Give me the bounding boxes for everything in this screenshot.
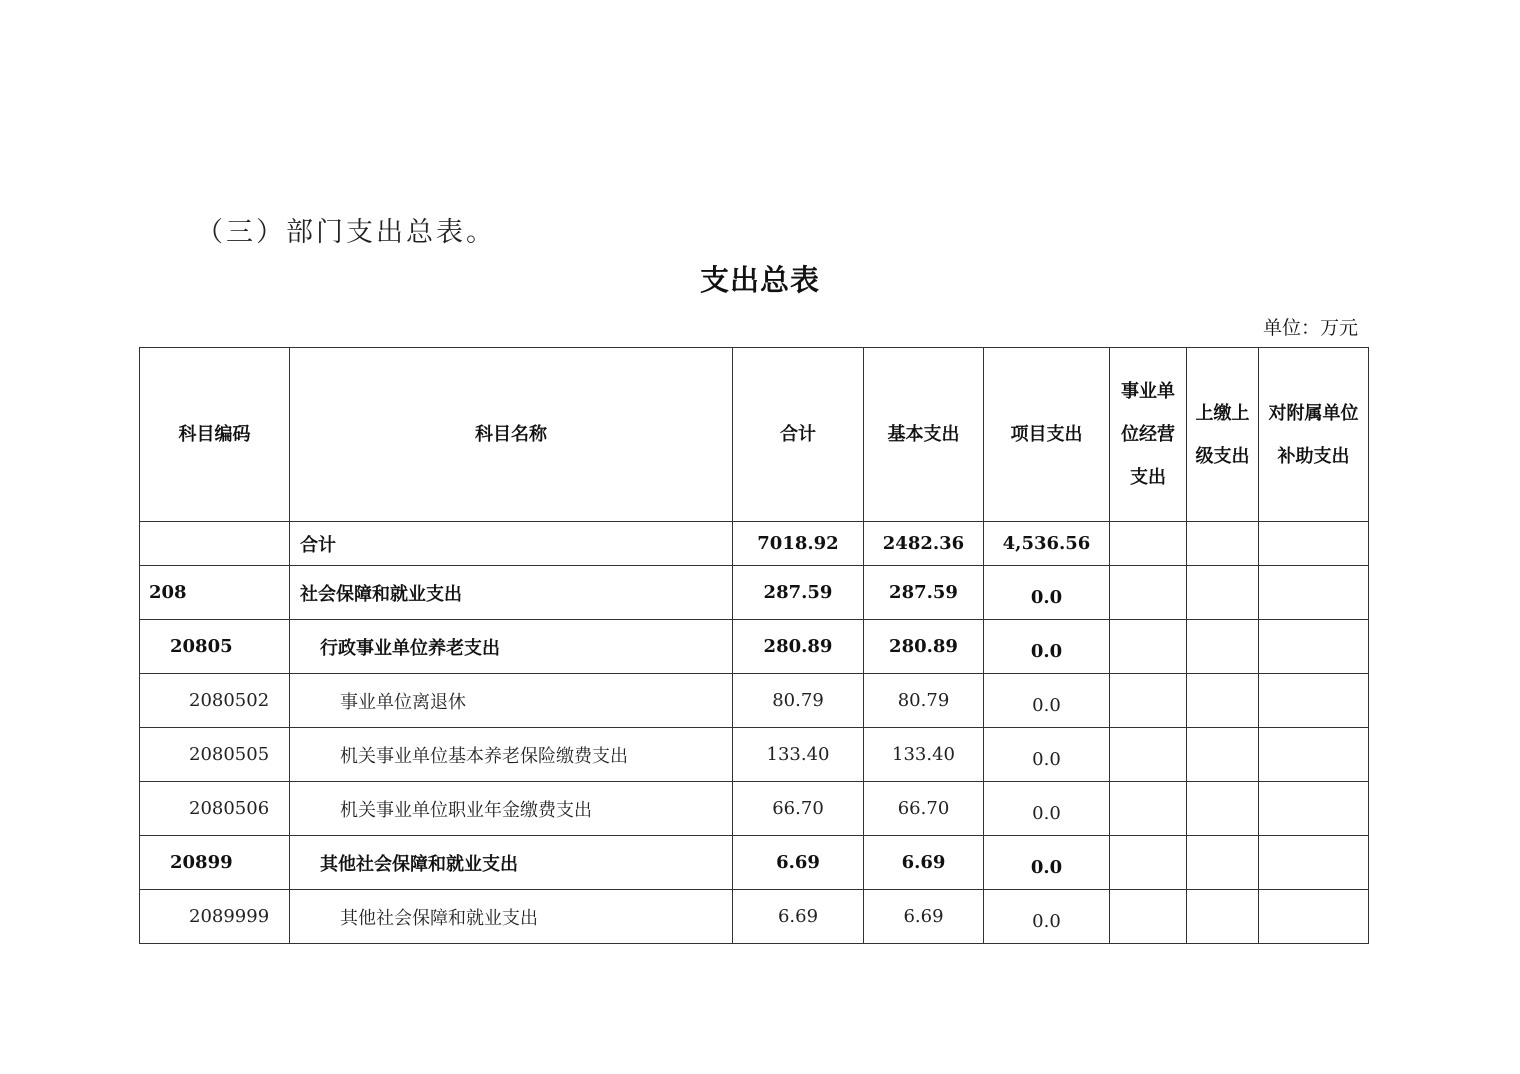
table-row [140,782,1369,836]
cell-project: 0.0 [984,728,1110,782]
cell-total: 7018.92 [733,522,864,566]
cell-name: 行政事业单位养老支出 [290,620,733,674]
unit-label: 单位：万元 [1262,317,1358,339]
cell-subsidy [1259,566,1369,620]
table-header-row [140,348,1369,522]
cell-project: 0.0 [984,890,1110,944]
cell-name: 社会保障和就业支出 [290,566,733,620]
cell-business [1110,566,1187,620]
header-subsidy: 对附属单位补助支出 [1259,348,1369,522]
cell-subsidy [1259,522,1369,566]
cell-business [1110,620,1187,674]
cell-business [1110,728,1187,782]
cell-subsidy [1259,728,1369,782]
cell-basic: 66.70 [864,782,984,836]
header-total: 合计 [733,348,864,522]
cell-total: 6.69 [733,890,864,944]
cell-code: 20899 [140,836,290,890]
cell-business [1110,782,1187,836]
cell-total: 6.69 [733,836,864,890]
table-title: 支出总表 [699,263,820,297]
cell-name: 其他社会保障和就业支出 [290,890,733,944]
cell-subsidy [1259,890,1369,944]
table-row [140,566,1369,620]
cell-code: 2080505 [140,728,290,782]
cell-basic: 280.89 [864,620,984,674]
cell-name: 其他社会保障和就业支出 [290,836,733,890]
cell-code: 20805 [140,620,290,674]
cell-total: 80.79 [733,674,864,728]
header-project: 项目支出 [984,348,1110,522]
cell-upper [1187,620,1259,674]
expense-summary-table [139,347,1369,944]
cell-project: 0.0 [984,674,1110,728]
cell-business [1110,674,1187,728]
cell-code: 2089999 [140,890,290,944]
cell-upper [1187,782,1259,836]
cell-project: 0.0 [984,782,1110,836]
cell-project: 0.0 [984,566,1110,620]
cell-upper [1187,674,1259,728]
cell-name: 机关事业单位基本养老保险缴费支出 [290,728,733,782]
table-row [140,890,1369,944]
cell-subsidy [1259,620,1369,674]
cell-basic: 6.69 [864,890,984,944]
cell-upper [1187,566,1259,620]
cell-code: 2080506 [140,782,290,836]
cell-code: 2080502 [140,674,290,728]
cell-business [1110,836,1187,890]
table-row [140,674,1369,728]
cell-total: 133.40 [733,728,864,782]
cell-upper [1187,890,1259,944]
cell-business [1110,890,1187,944]
cell-code [140,522,290,566]
cell-basic: 6.69 [864,836,984,890]
cell-basic: 2482.36 [864,522,984,566]
cell-basic: 287.59 [864,566,984,620]
cell-project: 0.0 [984,836,1110,890]
header-business: 事业单位经营支出 [1110,348,1187,522]
cell-subsidy [1259,782,1369,836]
header-upper: 上缴上级支出 [1187,348,1259,522]
cell-upper [1187,522,1259,566]
table-row [140,836,1369,890]
table-row [140,522,1369,566]
cell-business [1110,522,1187,566]
cell-basic: 133.40 [864,728,984,782]
cell-name: 事业单位离退休 [290,674,733,728]
cell-project: 4,536.56 [984,522,1110,566]
cell-total: 66.70 [733,782,864,836]
header-basic: 基本支出 [864,348,984,522]
cell-subsidy [1259,674,1369,728]
cell-total: 280.89 [733,620,864,674]
cell-basic: 80.79 [864,674,984,728]
table-row [140,620,1369,674]
cell-subsidy [1259,836,1369,890]
cell-upper [1187,836,1259,890]
cell-name: 合计 [290,522,733,566]
table-row [140,728,1369,782]
cell-project: 0.0 [984,620,1110,674]
cell-name: 机关事业单位职业年金缴费支出 [290,782,733,836]
cell-upper [1187,728,1259,782]
cell-code: 208 [140,566,290,620]
section-heading: （三）部门支出总表。 [196,217,496,248]
header-name: 科目名称 [290,348,733,522]
cell-total: 287.59 [733,566,864,620]
header-code: 科目编码 [140,348,290,522]
